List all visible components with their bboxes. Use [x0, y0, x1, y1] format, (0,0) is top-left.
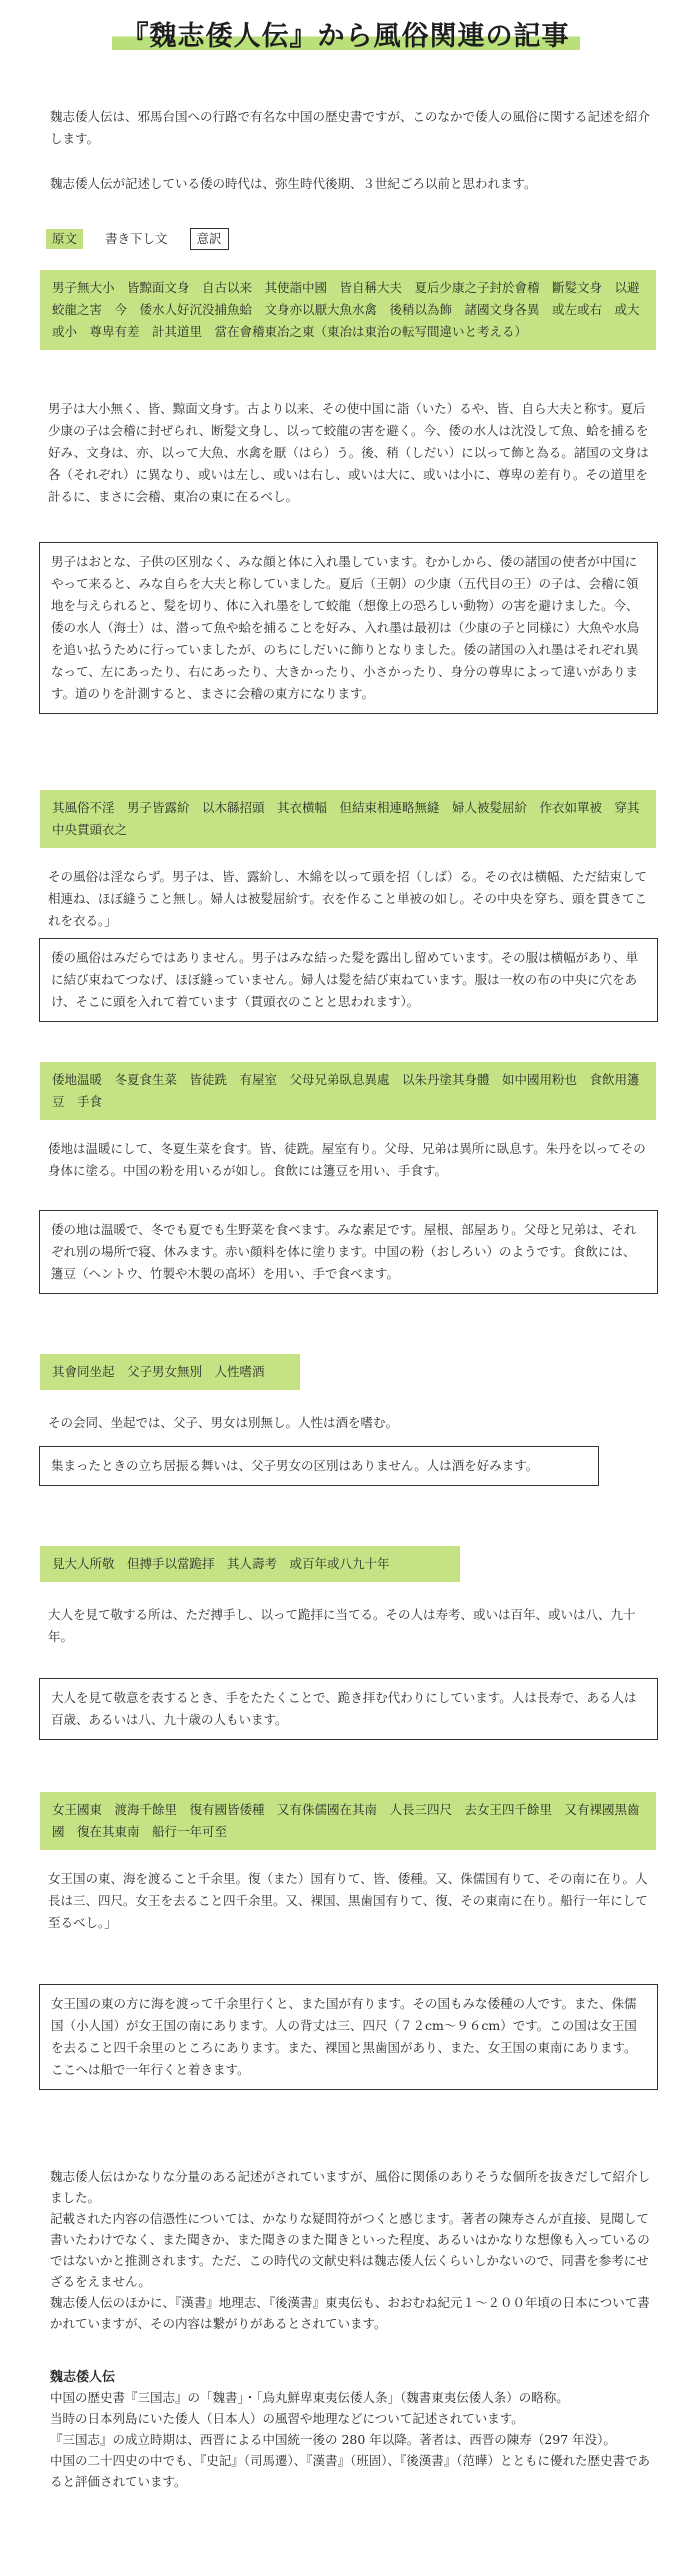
- translation-box-4: 集まったときの立ち居振る舞いは、父子男女の区別はありません。人は酒を好みます。: [39, 1446, 599, 1486]
- kudashi-text-5: 大人を見て敬する所は、ただ搏手し、以って跪拝に当てる。その人は寿考、或いは百年、或いは八、九十年。: [48, 1607, 636, 1644]
- note-line: 『三国志』の成立時期は、西晋による中国統一後の 280 年以降。著者は、西晋の陳寿（297 年没）。: [50, 2432, 616, 2447]
- note-heading: 魏志倭人伝: [50, 2370, 116, 2385]
- note-line: 当時の日本列島にいた倭人（日本人）の風習や地理などについて記述されています。: [50, 2411, 524, 2426]
- note-text: [50, 2387, 650, 2492]
- view-tabs: [46, 228, 241, 250]
- tab-original[interactable]: 原文: [46, 229, 83, 249]
- kudashi-text-4: その会同、坐起では、父子、男女は別無し。人性は酒を嗜む。: [48, 1415, 399, 1430]
- translation-box-3: 倭の地は温暖で、冬でも夏でも生野菜を食べます。みな素足です。屋根、部屋あり。父母と兄弟は、それぞれ別の場所で寝、休みます。赤い顔料を体に塗ります。中国の粉（おしろい）のようです。食飲には、籩豆（ヘントウ、竹製や木製の高坏）を用い、手で食べます。: [39, 1210, 658, 1294]
- original-text-5: 見大人所敬 但搏手以當跪拝 其人壽考 或百年或八九十年: [40, 1546, 460, 1582]
- note-line: 中国の歴史書『三国志』の「魏書」・「烏丸鮮卑東夷伝倭人条」（魏書東夷伝倭人条）の略称。: [50, 2390, 569, 2405]
- original-text-6: 女王國東 渡海千餘里 復有國皆倭種 又有侏儒國在其南 人長三四尺 去女王四千餘里 又有裸國黒齒國 復在其東南 船行一年可至: [40, 1792, 656, 1850]
- kudashi-text-3: 倭地は温暖にして、冬夏生菜を食す。皆、徒跣。屋室有り。父母、兄弟は異所に臥息す。朱丹を以ってその身体に塗る。中国の粉を用いるが如し。食飲には籩豆を用い、手食す。: [48, 1141, 646, 1178]
- kudashi-text-1: 男子は大小無く、皆、黥面文身す。古より以来、その使中国に詣（いた）るや、皆、自ら大夫と称す。夏后少康の子は会稽に封ぜられ、断髪文身し、以って蛟龍の害を避く。今、倭の水人は沈没して魚、蛤を捕るを好み、文身は、亦、以って大魚、水禽を厭（はら）う。後、稍（しだい）に以って飾と為る。諸国の文身は各（それぞれ）に異なり、或いは左し、或いは右し、或いは大に、或いは小に、尊卑の差有り。その道里を計るに、まさに会稽、東冶の東に在るべし。: [48, 401, 649, 504]
- kudashi-text-2: その風俗は淫ならず。男子は、皆、露紒し、木綿を以って頭を招（しば）る。その衣は横幅、ただ結束して相連ね、ほぼ縫うこと無し。婦人は被髪屈紒す。衣を作ること単被の如し。その中央を穿ち、頭を貫きてこれを衣る。」: [48, 869, 648, 928]
- translation-box-2: 倭の風俗はみだらではありません。男子はみな結った髪を露出し留めています。その服は横幅があり、単に結び束ねてつなげ、ほぼ縫っていません。婦人は髪を結び束ねています。服は一枚の布の中央に穴をあけ、そこに頭を入れて着ています（貫頭衣のことと思われます）。: [39, 938, 658, 1022]
- intro-paragraph-2: 魏志倭人伝が記述している倭の時代は、弥生時代後期、３世紀ごろ以前と思われます。: [50, 176, 537, 191]
- page-title: 『魏志倭人伝』から風俗関連の記事: [112, 14, 580, 53]
- original-text-3: 倭地温暖 冬夏食生菜 皆徒跣 有屋室 父母兄弟臥息異處 以朱丹塗其身體 如中國用粉也 食飲用籩豆 手食: [40, 1062, 656, 1120]
- intro-paragraph-1: 魏志倭人伝は、邪馬台国への行路で有名な中国の歴史書ですが、このなかで倭人の風俗に関する記述を紹介します。: [50, 109, 651, 146]
- translation-box-6: 女王国の東の方に海を渡って千余里行くと、また国が有ります。その国もみな倭種の人です。また、侏儒国（小人国）が女王国の南にあります。人の背丈は三、四尺（７２cm～９６cm）です。この国は女王国を去ること四千余里のところにあります。また、裸国と黒歯国があり、また、女王国の東南にあります。ここへは船で一年行くと着きます。: [39, 1984, 658, 2090]
- original-text-4: 其會同坐起 父子男女無別 人性嗜酒: [40, 1354, 300, 1390]
- translation-box-5: 大人を見て敬意を表するとき、手をたたくことで、跪き拝む代わりにしています。人は長寿で、ある人は百歳、あるいは八、九十歳の人もいます。: [39, 1678, 658, 1740]
- original-text-2: 其風俗不淫 男子皆露紒 以木緜招頭 其衣横幅 但結束相連略無縫 婦人被髪屈紒 作衣如單被 穿其中央貫頭衣之: [40, 790, 656, 848]
- closing-paragraph-3: 魏志倭人伝のほかに、『漢書』地理志、『後漢書』東夷伝も、おおむね紀元１～２００年頃の日本について書かれていますが、その内容は繋がりがあるとされています。: [50, 2295, 650, 2331]
- closing-paragraph-1: 魏志倭人伝はかなりな分量のある記述がされていますが、風俗に関係のありそうな個所を抜きだして紹介しました。: [50, 2169, 651, 2205]
- tab-translation[interactable]: 意訳: [190, 228, 229, 250]
- translation-box-1: 男子はおとな、子供の区別なく、みな顔と体に入れ墨しています。むかしから、倭の諸国の使者が中国にやって来ると、みな自らを大夫と称していました。夏后（王朝）の少康（五代目の王）の子は、会稽に領地を与えられると、髪を切り、体に入れ墨をして蛟龍（想像上の恐ろしい動物）の害を避けました。今、倭の水人（海士）は、潜って魚や蛤を捕ることを好み、入れ墨は最初は（少康の子と同様に）大魚や水鳥を追い払うために行っていましたが、のちにしだいに飾りとなりました。倭の諸国の入れ墨はそれぞれ異なって、左にあったり、右にあったり、大きかったり、小さかったり、身分の尊卑によって違いがあります。道のりを計測すると、まさに会稽の東方になります。: [39, 542, 658, 714]
- kudashi-text-6: 女王国の東、海を渡ること千余里。復（また）国有りて、皆、倭種。又、侏儒国有りて、その南に在り。人長は三、四尺。女王を去ること四千余里。又、裸国、黒歯国有りて、復、その東南に在り。船行一年にして至るべし。」: [48, 1871, 648, 1930]
- closing-text: [50, 2166, 650, 2334]
- note-line: 中国の二十四史の中でも、『史記』（司馬遷）、『漢書』（班固）、『後漢書』（范曄）とともに優れた歴史書であると評価されています。: [50, 2453, 651, 2489]
- title-wrap: [0, 14, 691, 53]
- original-text-1: 男子無大小 皆黥面文身 自古以来 其使詣中國 皆自稱大夫 夏后少康之子封於會稽 斷髪文身 以避蛟龍之害 今 倭水人好沉没捕魚蛤 文身亦以厭大魚水禽 後稍以為飾 諸國文身各異 或左或右 或大或小 尊卑有差 計其道里 當在會稽東冶之東（東冶は東治の転写間違いと考える）: [40, 270, 656, 350]
- tab-kudashi[interactable]: 書き下し文: [105, 231, 168, 246]
- closing-paragraph-2: 記載された内容の信憑性については、かなりな疑問符がつくと感じます。著者の陳寿さんが直接、見聞して書いたわけでなく、また聞きか、また聞きのまた聞きといった程度、あるいはかなりな想像も入っているのではないかと推測されます。ただ、この時代の文献史料は魏志倭人伝くらいしかないので、同書を参考にせざるをえません。: [50, 2211, 650, 2289]
